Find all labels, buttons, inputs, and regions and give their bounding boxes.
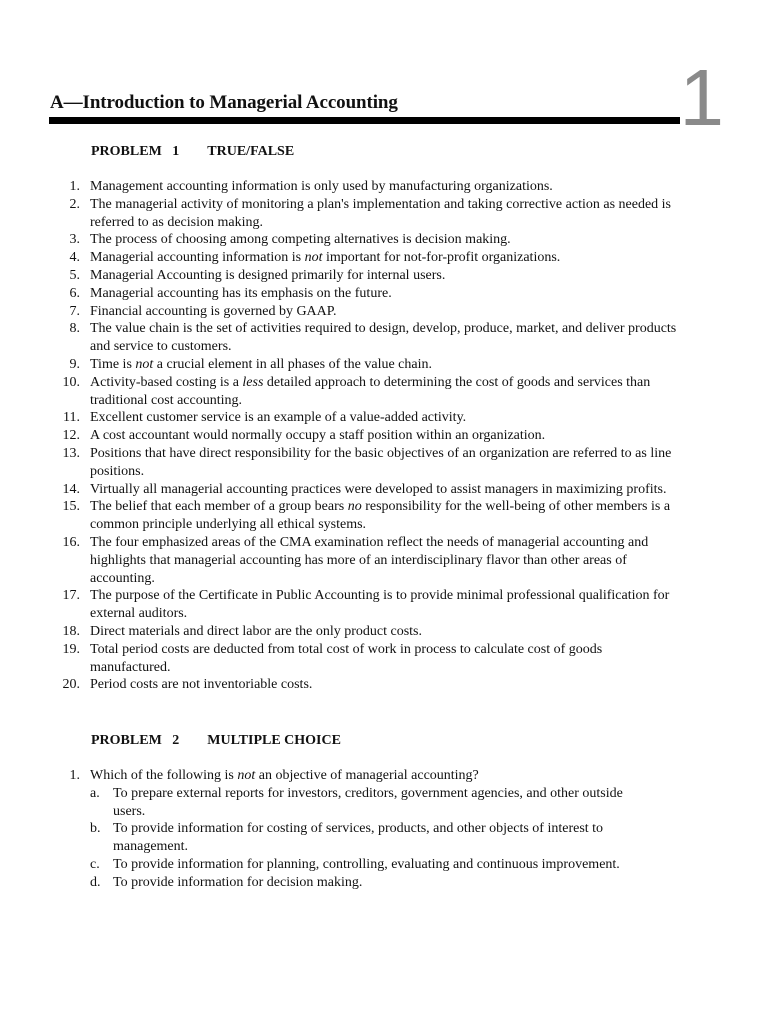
- list-item: [0, 285, 768, 303]
- list-item: [0, 178, 768, 196]
- list-item: [0, 587, 768, 623]
- item-number: 2.: [69, 196, 80, 212]
- item-text: Managerial accounting has its emphasis on the future.: [90, 285, 392, 301]
- problem-1-number: PROBLEM 1: [91, 144, 180, 159]
- list-item: [0, 249, 768, 267]
- item-text: Positions that have direct responsibility for the basic objectives of an organization are referred to as line positions.: [90, 445, 672, 479]
- item-number: 10.: [62, 374, 80, 390]
- mc-option: [0, 820, 768, 856]
- item-number: 5.: [69, 267, 80, 283]
- list-item: [0, 374, 768, 410]
- option-text: To provide information for decision making.: [113, 874, 363, 890]
- item-number: 3.: [69, 232, 80, 248]
- option-letter: c.: [90, 856, 100, 872]
- item-number: 4.: [69, 250, 80, 266]
- item-number: 14.: [62, 481, 80, 497]
- item-text: Managerial Accounting is designed primarily for internal users.: [90, 267, 446, 283]
- list-item: [0, 196, 768, 232]
- option-letter: d.: [90, 874, 101, 890]
- item-text: Financial accounting is governed by GAAP.: [90, 303, 337, 319]
- option-text: To provide information for costing of services, products, and other objects of interest to management.: [113, 821, 604, 855]
- problem-1-heading: [91, 144, 294, 160]
- item-text: The value chain is the set of activities required to design, develop, produce, market, and deliver products and service to customers.: [90, 321, 677, 355]
- true-false-list: [0, 178, 768, 694]
- list-item: [0, 676, 768, 694]
- option-text: To provide information for planning, controlling, evaluating and continuous improvement.: [113, 856, 620, 872]
- item-text: The process of choosing among competing alternatives is decision making.: [90, 232, 511, 248]
- item-number: 6.: [69, 285, 80, 301]
- item-number: 16.: [62, 534, 80, 550]
- problem-2-type: MULTIPLE CHOICE: [207, 733, 341, 748]
- item-text: Management accounting information is only used by manufacturing organizations.: [90, 179, 553, 194]
- list-item: [0, 623, 768, 641]
- mc-question-text: Which of the following is not an objective of managerial accounting?: [90, 768, 479, 783]
- item-number: 15.: [62, 499, 80, 515]
- item-text: The four emphasized areas of the CMA examination reflect the needs of managerial accounting and highlights that managerial accounting has more of an interdisciplinary flavor than other areas of accounting.: [90, 534, 649, 586]
- problem-2-number: PROBLEM 2: [91, 733, 180, 748]
- item-number: 7.: [69, 303, 80, 319]
- multiple-choice-list: [0, 767, 768, 892]
- mc-option: [0, 856, 768, 874]
- item-text: Total period costs are deducted from total cost of work in process to calculate cost of goods manufactured.: [90, 641, 603, 675]
- item-text: Activity-based costing is a less detailed approach to determining the cost of goods and services than traditional cost accounting.: [90, 374, 651, 408]
- problem-2-heading: [91, 733, 341, 749]
- item-text: Period costs are not inventoriable costs.: [90, 677, 313, 693]
- item-text: The managerial activity of monitoring a plan's implementation and taking corrective action as needed is referred to as decision making.: [90, 196, 671, 230]
- list-item: [0, 481, 768, 499]
- item-text: The purpose of the Certificate in Public Accounting is to provide minimal professional qualification for external auditors.: [90, 588, 670, 622]
- mc-question: [0, 767, 768, 785]
- item-number: 20.: [62, 677, 80, 693]
- item-number: 12.: [62, 428, 80, 444]
- page-title: A—Introduction to Managerial Accounting: [50, 92, 398, 113]
- item-text: Direct materials and direct labor are the only product costs.: [90, 623, 422, 639]
- item-number: 13.: [62, 445, 80, 461]
- item-number: 17.: [62, 588, 80, 604]
- item-number: 1.: [69, 179, 80, 194]
- item-number: 8.: [69, 321, 80, 337]
- chapter-number: 1: [679, 53, 724, 142]
- item-number: 19.: [62, 641, 80, 657]
- title-rule: [49, 117, 680, 124]
- mc-question-number: 1.: [69, 768, 80, 783]
- option-letter: a.: [90, 785, 100, 801]
- item-text: Excellent customer service is an example of a value-added activity.: [90, 410, 467, 426]
- item-number: 18.: [62, 623, 80, 639]
- list-item: [0, 445, 768, 481]
- item-text: Time is not a crucial element in all phases of the value chain.: [90, 356, 432, 372]
- item-text: Virtually all managerial accounting practices were developed to assist managers in maximizing profits.: [90, 481, 667, 497]
- problem-1-type: TRUE/FALSE: [207, 144, 295, 159]
- list-item: [0, 267, 768, 285]
- list-item: [0, 303, 768, 321]
- item-text: A cost accountant would normally occupy a staff position within an organization.: [90, 428, 546, 444]
- list-item: [0, 498, 768, 534]
- option-letter: b.: [90, 821, 101, 837]
- item-text: The belief that each member of a group bears no responsibility for the well-being of other members is a common principle underlying all ethical systems.: [90, 499, 671, 533]
- item-number: 11.: [63, 410, 80, 426]
- list-item: [0, 427, 768, 445]
- list-item: [0, 356, 768, 374]
- item-number: 9.: [69, 356, 80, 372]
- option-text: To prepare external reports for investors, creditors, government agencies, and other outside users.: [113, 785, 623, 819]
- list-item: [0, 231, 768, 249]
- list-item: [0, 409, 768, 427]
- mc-option: [0, 874, 768, 892]
- item-text: Managerial accounting information is not important for not-for-profit organizations.: [90, 250, 561, 266]
- list-item: [0, 641, 768, 677]
- mc-option: [0, 785, 768, 821]
- list-item: [0, 320, 768, 356]
- list-item: [0, 534, 768, 587]
